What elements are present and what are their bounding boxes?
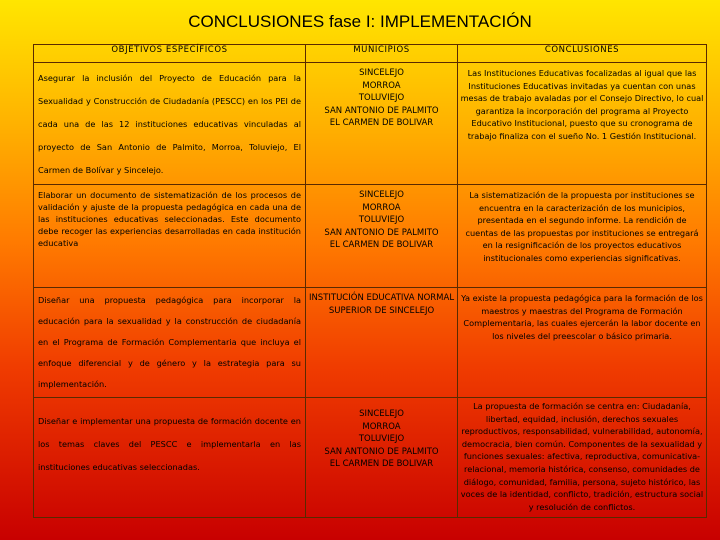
municipio-item: EL CARMEN DE BOLIVAR bbox=[329, 118, 434, 128]
municipio-item: SINCELEJO bbox=[359, 190, 404, 200]
municipio-item: SINCELEJO bbox=[359, 68, 404, 78]
header-objetivos: OBJETIVOS ESPECÍFICOS bbox=[34, 45, 306, 63]
municipios-cell bbox=[306, 63, 458, 185]
municipio-item: SAN ANTONIO DE PALMITO bbox=[324, 227, 439, 238]
objetivo-cell: Diseñar una propuesta pedagógica para incorporar la educación para la sexualidad y la construcción de ciudadanía en el Programa de Formación Complementaria que incluya el enfoque diferencial y de género y la estrategia para su implementación. bbox=[34, 288, 306, 398]
municipio-item: MORROA bbox=[362, 421, 401, 432]
municipio-item: TOLUVIEJO bbox=[358, 215, 405, 225]
conclusion-cell: La sistematización de la propuesta por instituciones se encuentra en la caracterización de los municipios, presentada en el segundo informe. La rendición de cuentas de las propuestas por instituciones se entregará en la resignificación de los proyectos educativos institucionales como experiencias significativas. bbox=[458, 185, 707, 288]
municipio-item: MORROA bbox=[362, 80, 401, 91]
header-conclusiones: CONCLUSIONES bbox=[458, 45, 707, 63]
objetivo-cell: Elaborar un documento de sistematización de los procesos de validación y ajuste de la propuesta pedagógica en cada una de las instituciones educativas seleccionadas. Este documento debe recoger las experiencias desarrolladas en cada institución educativa bbox=[34, 185, 306, 288]
objetivo-cell: Asegurar la inclusión del Proyecto de Educación para la Sexualidad y Construcción de Ciudadanía (PESCC) en los PEI de cada una de las 12 instituciones educativas vinculadas al proyecto de San Antonio de Palmito, Morroa, Toluviejo, El Carmen de Bolívar y Sincelejo. bbox=[34, 63, 306, 185]
municipio-item: EL CARMEN DE BOLIVAR bbox=[329, 240, 434, 250]
header-municipios: MUNICIPIOS bbox=[306, 45, 458, 63]
municipio-item: MORROA bbox=[362, 202, 401, 213]
conclusions-table bbox=[33, 44, 707, 518]
municipios-cell bbox=[306, 288, 458, 398]
municipio-item: EL CARMEN DE BOLIVAR bbox=[329, 459, 434, 469]
municipio-item: INSTITUCIÓN EDUCATIVA NORMAL SUPERIOR DE SINCELEJO bbox=[308, 293, 455, 316]
municipio-item: TOLUVIEJO bbox=[358, 93, 405, 103]
table-row bbox=[34, 63, 707, 185]
conclusion-cell: La propuesta de formación se centra en: Ciudadanía, libertad, equidad, inclusión, derechos sexuales reproductivos, responsabilidad, vulnerabilidad, autonomía, democracia, bien común. Componentes de la sexualidad y funciones sexuales: afectiva, reproductiva, comunicativa-relacional, memoria histórica, consenso, comunidades de diálogo, comunidad, familia, persona, sujeto histórico, las voces de la identidad, conflicto, tradición, estructura social y resolución de conflictos. bbox=[458, 398, 707, 518]
municipio-item: TOLUVIEJO bbox=[358, 434, 405, 444]
conclusion-cell: Las Instituciones Educativas focalizadas al igual que las Instituciones Educativas invitadas ya cuentan con unas mesas de trabajo avaladas por el Consejo Directivo, lo cual garantiza la incorporación del programa al Proyecto Educativo Institucional, puesto que su cronograma de trabajo finaliza con el sueño No. 1 Gestión Institucional. bbox=[458, 63, 707, 185]
table-row bbox=[34, 185, 707, 288]
table-row bbox=[34, 288, 707, 398]
municipio-item: SINCELEJO bbox=[359, 409, 404, 419]
municipio-item: SAN ANTONIO DE PALMITO bbox=[324, 446, 439, 457]
municipios-cell bbox=[306, 185, 458, 288]
objetivo-cell: Diseñar e implementar una propuesta de formación docente en los temas claves del PESCC e implementarla en las instituciones educativas seleccionadas. bbox=[34, 398, 306, 518]
municipios-cell bbox=[306, 398, 458, 518]
table-row bbox=[34, 398, 707, 518]
conclusion-cell: Ya existe la propuesta pedagógica para la formación de los maestros y maestras del Programa de Formación Complementaria, las cuales ejercerán la labor docente en los niveles del preescolar o básico primaria. bbox=[458, 288, 707, 398]
municipio-item: SAN ANTONIO DE PALMITO bbox=[324, 105, 439, 116]
page-title: CONCLUSIONES fase I: IMPLEMENTACIÓN bbox=[188, 12, 532, 31]
header-row bbox=[34, 45, 707, 63]
